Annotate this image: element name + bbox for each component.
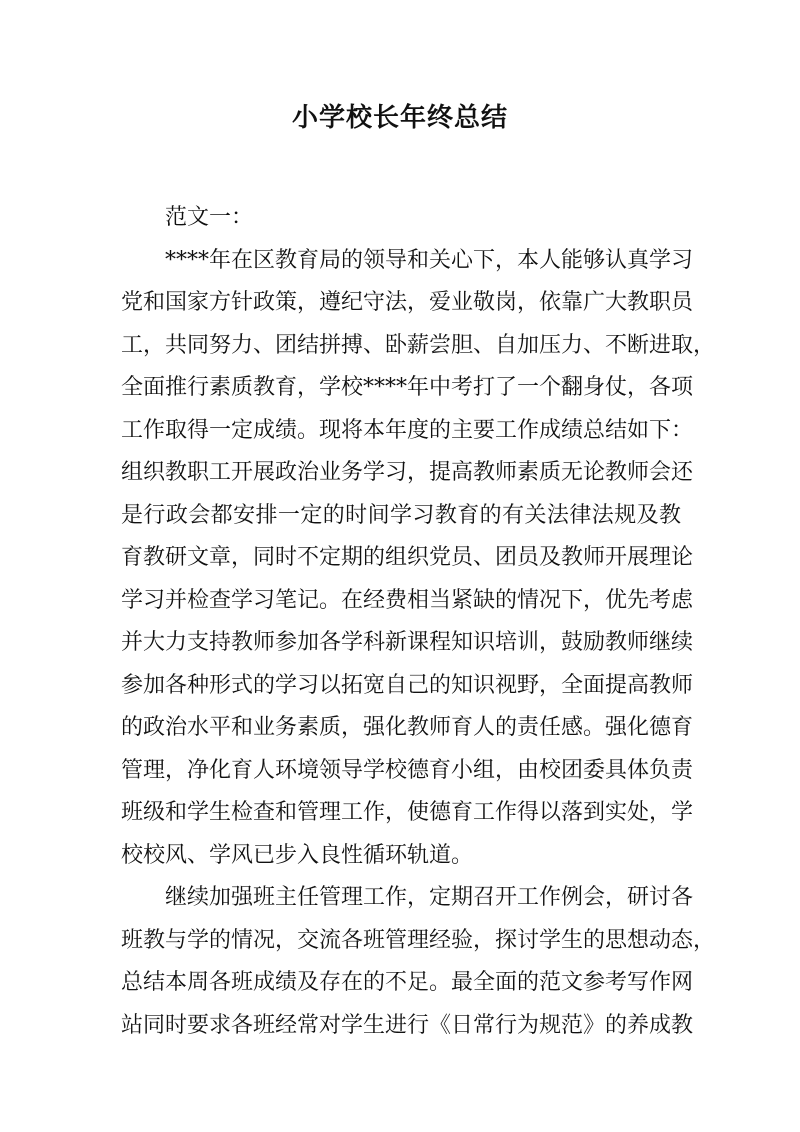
text-line: 继续加强班主任管理工作，定期召开工作例会，研讨各 xyxy=(165,885,694,910)
text-line: 并大力支持教师参加各学科新课程知识培训，鼓励教师继续 xyxy=(121,630,694,655)
text-line: 学习并检查学习笔记。在经费相当紧缺的情况下，优先考虑 xyxy=(121,587,694,613)
text-line: 全面推行素质教育，学校****年中考打了一个翻身仗，各项 xyxy=(121,375,694,400)
document-body xyxy=(121,197,716,1047)
text-line: ****年在区教育局的领导和关心下，本人能够认真学习 xyxy=(165,247,694,273)
text-line: 范文一： xyxy=(165,205,254,230)
text-line: 参加各种形式的学习以拓宽自己的知识视野，全面提高教师 xyxy=(121,672,694,698)
text-line: 的政治水平和业务素质，强化教师育人的责任感。强化德育 xyxy=(121,715,694,740)
text-line: 管理，净化育人环境领导学校德育小组，由校团委具体负责 xyxy=(121,757,694,783)
text-line: 工，共同努力、团结拼搏、卧薪尝胆、自加压力、不断进取， xyxy=(121,332,716,358)
document-title: 小学校长年终总结 xyxy=(291,103,508,133)
text-line: 组织教职工开展政治业务学习，提高教师素质无论教师会还 xyxy=(121,460,694,485)
text-line: 站同时要求各班经常对学生进行《日常行为规范》的养成教 xyxy=(121,1012,694,1038)
text-line: 工作取得一定成绩。现将本年度的主要工作成绩总结如下： xyxy=(121,417,694,443)
text-line: 总结本周各班成绩及存在的不足。最全面的范文参考写作网 xyxy=(121,970,694,995)
text-line: 育教研文章，同时不定期的组织党员、团员及教师开展理论 xyxy=(121,545,694,570)
text-line: 党和国家方针政策，遵纪守法，爱业敬岗，依靠广大教职员 xyxy=(121,290,694,315)
text-line: 班教与学的情况，交流各班管理经验，探讨学生的思想动态， xyxy=(121,927,716,953)
text-line: 班级和学生检查和管理工作，使德育工作得以落到实处，学 xyxy=(121,800,694,825)
text-line: 校校风、学风已步入良性循环轨道。 xyxy=(121,842,474,868)
text-line: 是行政会都安排一定的时间学习教育的有关法律法规及教 xyxy=(121,502,681,528)
